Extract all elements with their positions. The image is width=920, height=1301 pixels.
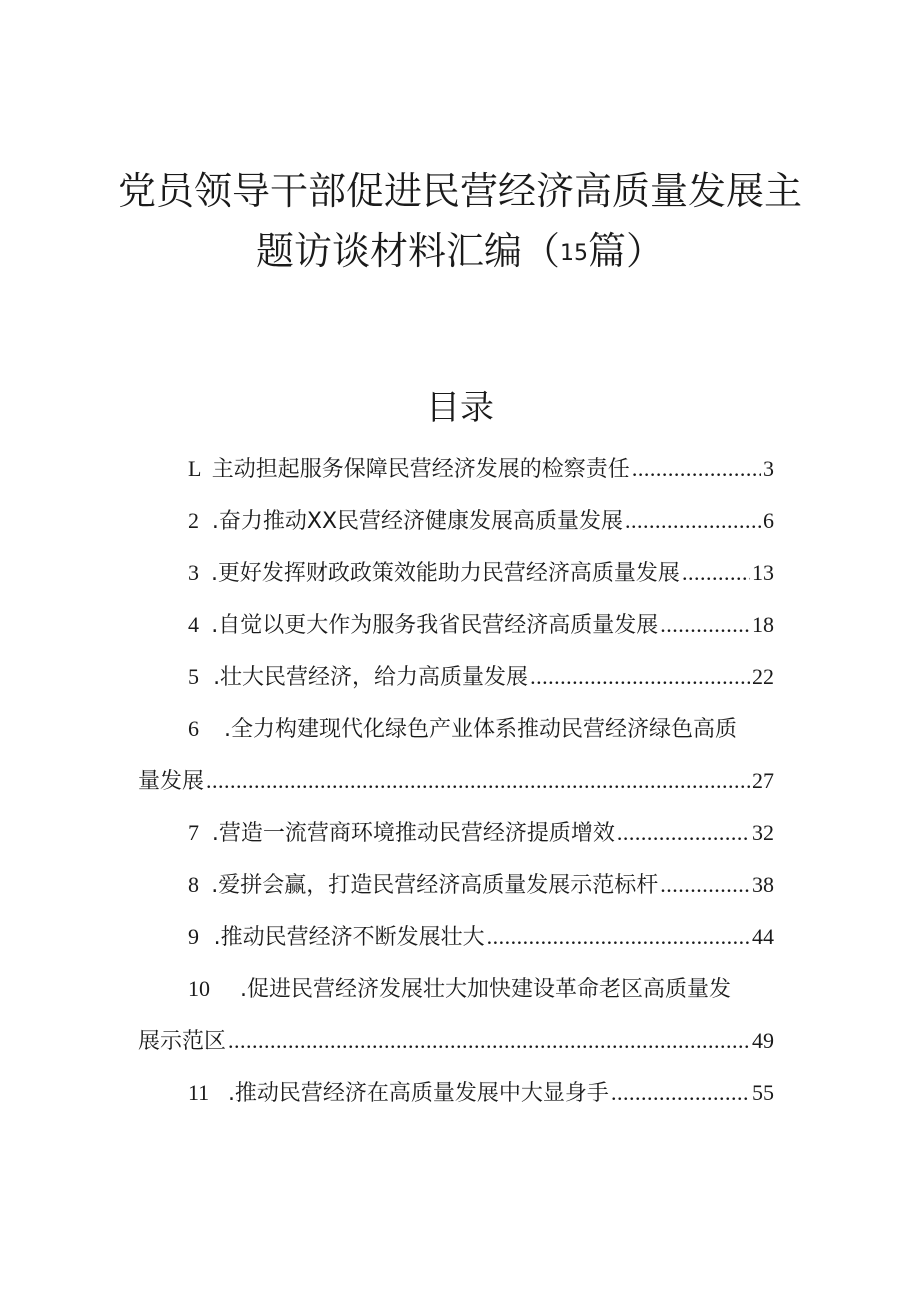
toc-entry-title-continuation: 量发展 — [138, 769, 205, 794]
document-title-line-1 — [0, 160, 920, 215]
title-text-1: 党员领导干部促进民营经济高质量发展主 — [117, 169, 802, 213]
toc-dot-leader — [660, 872, 750, 898]
toc-dot-leader — [611, 1080, 750, 1106]
toc-entry-page: 13 — [752, 560, 774, 585]
toc-dot-leader — [660, 612, 750, 638]
toc-entry-9[interactable] — [138, 920, 774, 972]
toc-entry-number: 4 — [188, 612, 199, 637]
toc-entry-number: 10 — [188, 976, 210, 1001]
toc-entry-8[interactable] — [138, 868, 774, 920]
toc-entry-page: 32 — [752, 820, 774, 845]
toc-entry-7[interactable] — [138, 816, 774, 868]
toc-entry-3[interactable] — [138, 556, 774, 608]
toc-entry-5[interactable] — [138, 660, 774, 712]
toc-entry-page: 55 — [752, 1080, 774, 1105]
toc-entry-title: .更好发挥财政政策效能助力民营经济高质量发展 — [210, 561, 680, 586]
toc-entry-10-continuation[interactable] — [138, 1024, 774, 1076]
toc-entry-title: .壮大民营经济，给力高质量发展 — [213, 665, 529, 690]
toc-entry-title: 主动担起服务保障民营经济发展的检察责任 — [211, 457, 630, 482]
toc-entry-title: .促进民营经济发展壮大加快建设革命老区高质量发 — [240, 977, 731, 1002]
toc-entry-page: 6 — [763, 508, 774, 533]
toc-entry-title: .营造一流营商环境推动民营经济提质增效 — [211, 821, 615, 846]
toc-entry-title: .爱拼会赢，打造民营经济高质量发展示范标杆 — [211, 873, 659, 898]
title-article-count: 15 — [560, 241, 588, 266]
toc-entry-page: 38 — [752, 872, 774, 897]
toc-entry-page: 3 — [763, 456, 774, 481]
toc-entry-number: 5 — [188, 664, 199, 689]
toc-entry-number: 7 — [188, 820, 199, 845]
toc-entry-4[interactable] — [138, 608, 774, 660]
toc-entry-number: 3 — [188, 560, 199, 585]
toc-entry-page: 27 — [752, 768, 774, 793]
toc-entry-number: 11 — [188, 1080, 210, 1105]
toc-entry-title: .推动民营经济在高质量发展中大显身手 — [227, 1081, 609, 1106]
toc-dot-leader — [487, 924, 750, 950]
toc-entry-1[interactable] — [138, 452, 774, 504]
toc-dot-leader — [617, 820, 750, 846]
toc-dot-leader — [632, 456, 761, 482]
toc-entry-page: 18 — [752, 612, 774, 637]
toc-entry-number: 2 — [188, 508, 199, 533]
toc-dot-leader — [228, 1028, 750, 1054]
toc-entry-title: .推动民营经济不断发展壮大 — [213, 925, 485, 950]
table-of-contents — [138, 452, 774, 1128]
toc-heading: 目录 — [426, 388, 494, 428]
document-title-line-2 — [0, 220, 920, 275]
toc-dot-leader — [682, 560, 750, 586]
title-text-2-prefix: 题访谈材料汇编（ — [255, 229, 560, 273]
toc-entry-title: .自觉以更大作为服务我省民营经济高质量发展 — [211, 613, 659, 638]
toc-entry-6-continuation[interactable] — [138, 764, 774, 816]
toc-entry-11[interactable] — [138, 1076, 774, 1128]
toc-entry-2[interactable] — [138, 504, 774, 556]
toc-entry-page: 22 — [752, 664, 774, 689]
toc-entry-10[interactable] — [138, 972, 774, 1024]
toc-entry-title-continuation: 展示范区 — [138, 1029, 227, 1054]
toc-entry-title: .全力构建现代化绿色产业体系推动民营经济绿色高质 — [224, 717, 737, 742]
toc-entry-number: 6 — [188, 716, 199, 741]
toc-entry-number: L — [188, 456, 202, 481]
toc-dot-leader — [206, 768, 750, 794]
toc-entry-page: 44 — [752, 924, 774, 949]
title-text-2-suffix: 篇） — [588, 229, 665, 273]
toc-dot-leader — [530, 664, 750, 690]
toc-entry-title: .奋力推动XX民营经济健康发展高质量发展 — [211, 509, 624, 534]
toc-entry-number: 9 — [188, 924, 199, 949]
toc-dot-leader — [625, 508, 761, 534]
toc-entry-6[interactable] — [138, 712, 774, 764]
toc-entry-page: 49 — [752, 1028, 774, 1053]
toc-entry-number: 8 — [188, 872, 199, 897]
